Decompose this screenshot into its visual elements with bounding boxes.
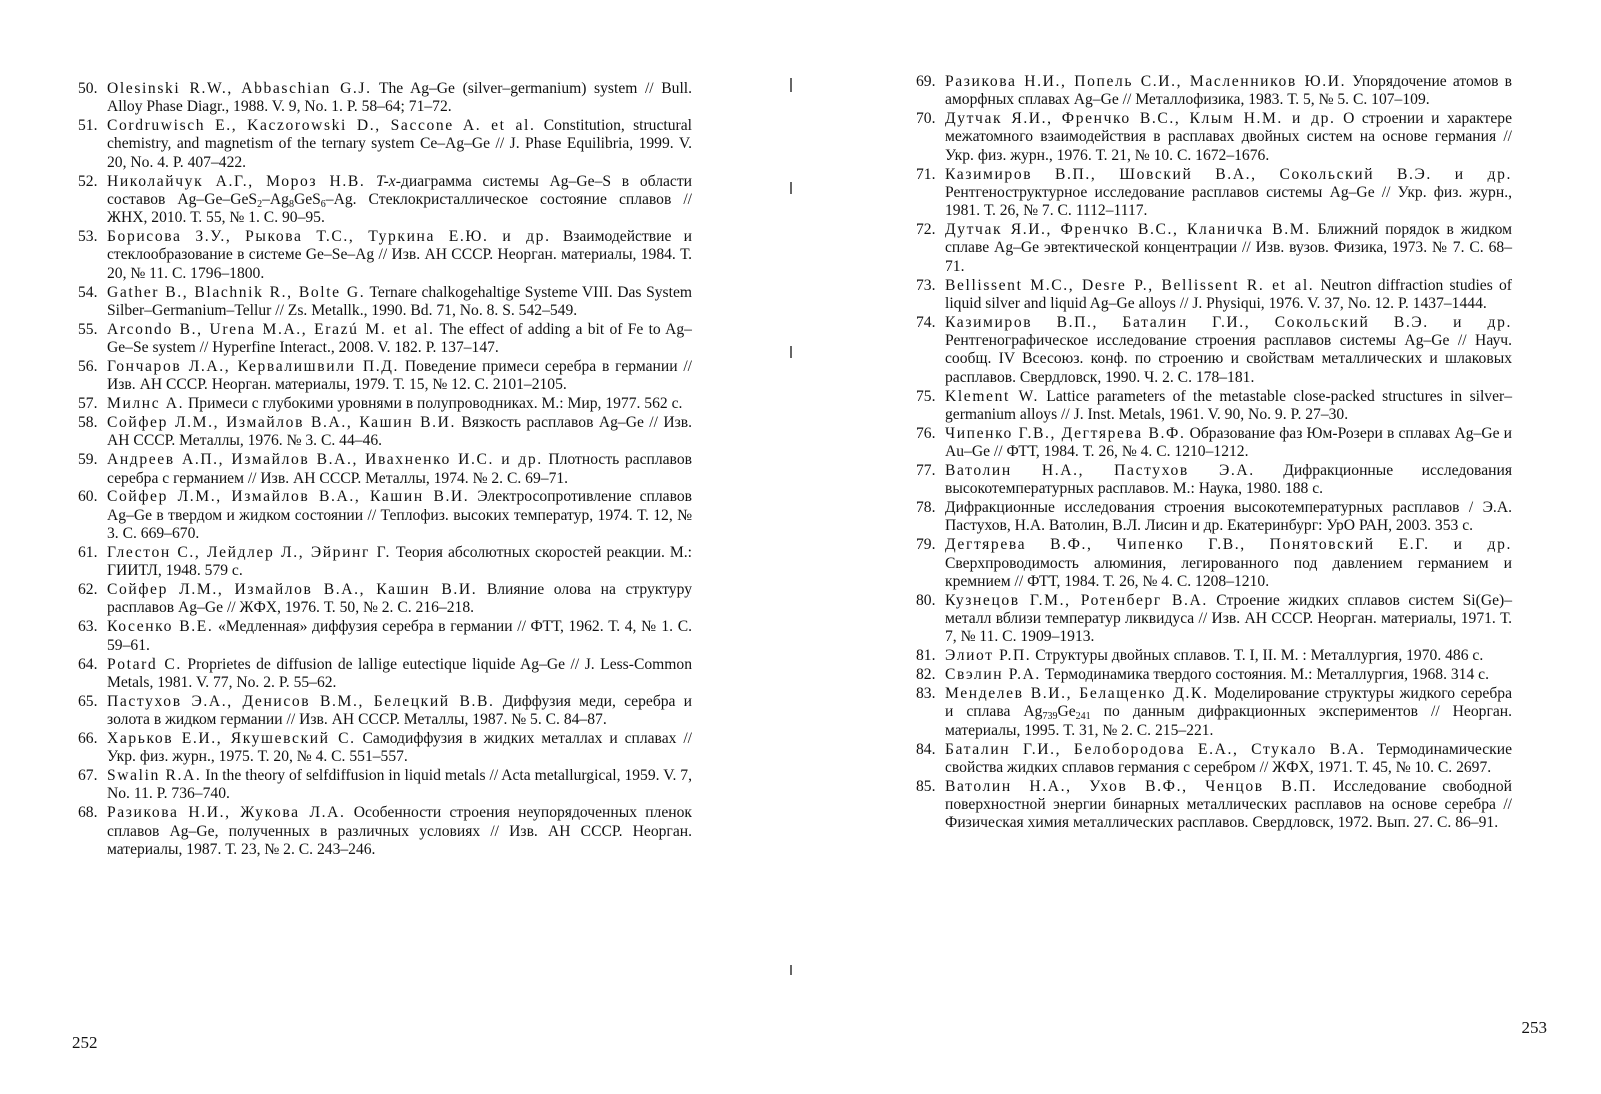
reference-entry: [78, 414, 692, 451]
reference-details: О строении и характере межатомного взаимодействия в расплавах двойных систем на основе германия // Укр. физ. журн., 1976. Т. 21, № 10. С. 1672–1676.: [945, 110, 1512, 164]
reference-entry: [78, 488, 692, 543]
reference-details: Термодинамические свойства жидких сплавов германия с серебром // ЖФХ, 1971. Т. 45, № 10. С. 2697.: [945, 740, 1512, 776]
reference-details: T-x-диаграмма системы Ag–Ge–S в области составов $Ag-Ge-GeS_2-Ag_8GeS_6-Ag$. Стеклокристаллическое состояние сплавов // ЖНХ, 2010. Т. 55, № 1. С. 90–95.: [107, 172, 693, 227]
reference-entry: [916, 221, 1512, 276]
reference-text: [107, 284, 692, 321]
reference-details: Строение жидких сплавов систем Si(Ge)–металл вблизи температур ликвидуса // Изв. АН СССР. Неорган. материалы, 1971. Т. 7, № 11. С. 1909–1913.: [945, 591, 1512, 646]
reference-number: 71.: [916, 165, 936, 183]
reference-entry: [78, 581, 692, 618]
reference-authors: Cordruwisch E., Kaczorowski D., Saccone A. et al.: [107, 117, 536, 135]
reference-text: [107, 804, 692, 859]
reference-number: 82.: [916, 666, 936, 684]
reference-details: Электросопротивление сплавов Ag–Ge в твердом и жидком состоянии // Теплофиз. высоких температур, 1974. Т. 12, № 3. С. 669–670.: [107, 488, 692, 543]
reference-details: Вязкость расплавов Ag–Ge // Изв. АН СССР. Металлы, 1976. № 3. С. 44–46.: [107, 414, 692, 450]
reference-entry: [78, 618, 692, 655]
reference-number: 78.: [916, 499, 936, 517]
reference-number: 63.: [78, 618, 98, 636]
reference-text: [945, 166, 1512, 221]
reference-text: [107, 395, 692, 413]
reference-number: 76.: [916, 424, 936, 442]
reference-details: Взаимодействие и стеклообразование в системе Ge–Se–Ag // Изв. АН СССР. Неорган. материалы, 1984. Т. 20, № 11. С. 1796–1800.: [107, 228, 692, 282]
reference-details: Примеси с глубокими уровнями в полупроводниках. М.: Мир, 1977. 562 с.: [188, 395, 683, 413]
reference-text: [945, 778, 1512, 833]
reference-text: [945, 499, 1512, 536]
reference-authors: Менделев В.И., Белащенко Д.К.: [945, 685, 1209, 703]
right-page: [800, 0, 1601, 1094]
reference-authors: Klement W.: [945, 387, 1039, 405]
reference-authors: Дутчак Я.И., Френчко В.С., Кланичка В.М.: [945, 221, 1311, 239]
reference-entry: [916, 277, 1512, 314]
binding-mark: [790, 346, 792, 358]
reference-authors: Olesinski R.W., Abbaschian G.J.: [107, 80, 372, 97]
reference-number: 62.: [78, 581, 98, 599]
reference-details: Структуры двойных сплавов. Т. I, II. М. : Металлургия, 1970. 486 с.: [1035, 647, 1484, 665]
reference-entry: [78, 117, 692, 172]
reference-authors: Свэлин Р.А.: [945, 666, 1041, 684]
reference-entry: [78, 284, 692, 321]
reference-number: 56.: [78, 358, 98, 376]
reference-details: Constitution, structural chemistry, and magnetism of the ternary system Ce–Ag–Ge // J. Phase Equilibria, 1999. V. 20, No. 4. P. 407–422.: [107, 117, 692, 171]
reference-entry: [78, 80, 692, 117]
reference-entry: [78, 321, 692, 358]
reference-entry: [78, 730, 692, 767]
reference-details: Рентгеноструктурное исследование расплавов системы Ag–Ge // Укр. физ. журн., 1981. Т. 26, № 7. С. 1112–1117.: [945, 183, 1512, 220]
reference-number: 72.: [916, 221, 936, 239]
reference-text: [107, 80, 692, 117]
reference-details: Neutron diffraction studies of liquid silver and liquid Ag–Ge alloys // J. Physiqui, 1976. V. 37, No. 12. P. 1437–1444.: [945, 276, 1512, 312]
reference-details: Влияние олова на структуру расплавов Ag–Ge // ЖФХ, 1976. Т. 50, № 2. С. 216–218.: [107, 581, 692, 617]
reference-authors: Ватолин Н.А., Ухов В.Ф., Ченцов В.П.: [945, 777, 1318, 795]
reference-text: [945, 666, 1512, 684]
reference-details: Теория абсолютных скоростей реакции. М.: ГИИТЛ, 1948. 579 с.: [107, 543, 692, 580]
reference-number: 61.: [78, 543, 98, 561]
reference-entry: [916, 314, 1512, 387]
reference-text: [945, 647, 1512, 665]
reference-text: [107, 228, 692, 283]
reference-authors: Борисова З.У., Рыкова Т.С., Туркина Е.Ю. и др.: [107, 228, 551, 246]
reference-entry: [78, 173, 692, 228]
reference-number: 77.: [916, 461, 936, 479]
reference-text: [945, 592, 1512, 647]
reference-number: 85.: [916, 777, 936, 795]
reference-authors: Сойфер Л.М., Измайлов В.А., Кашин В.И.: [107, 488, 470, 506]
reference-details: Моделирование структуры жидкого серебра и сплава $Ag_{739}Ge_{241}$ по данным дифракционных экспериментов // Неорган. материалы, 1995. Т. 31, № 2. С. 215–221.: [945, 685, 1513, 739]
reference-authors: Swalin R.A.: [107, 767, 202, 785]
reference-entry: [78, 451, 692, 488]
reference-entry: [78, 544, 692, 581]
reference-details: Дифракционные исследования высокотемпературных расплавов. М.: Наука, 1980. 188 с.: [945, 461, 1513, 498]
reference-text: [107, 544, 692, 581]
reference-authors: Кузнецов Г.М., Ротенберг В.А.: [945, 591, 1208, 609]
reference-entry: [78, 358, 692, 395]
reference-details: Lattice parameters of the metastable close-packed structures in silver–germanium alloys // J. Inst. Metals, 1961. V. 90, No. 9. P. 27–30.: [945, 387, 1513, 423]
reference-entry: [916, 462, 1512, 499]
reference-number: 57.: [78, 395, 98, 413]
reference-number: 54.: [78, 283, 98, 301]
reference-entry: [78, 767, 692, 804]
reference-authors: Bellissent M.C., Desre P., Bellissent R. et al.: [945, 276, 1315, 294]
reference-authors: Николайчук А.Г., Мороз Н.В.: [107, 172, 366, 190]
reference-authors: Казимиров В.П., Баталин Г.И., Сокольский В.Э. и др.: [945, 313, 1512, 331]
binding-mark: [790, 965, 792, 975]
reference-text: [107, 618, 692, 655]
reference-number: 74.: [916, 313, 936, 331]
reference-entry: [916, 499, 1512, 536]
reference-text: [945, 73, 1512, 110]
reference-number: 66.: [78, 729, 98, 747]
reference-text: [945, 388, 1512, 425]
reference-text: [945, 221, 1512, 276]
reference-authors: Андреев А.П., Измайлов В.А., Ивахненко И.С. и др.: [107, 451, 543, 469]
reference-authors: Arcondo B., Urena M.A., Erazú M. et al.: [107, 320, 435, 338]
reference-entry: [78, 228, 692, 283]
reference-number: 60.: [78, 488, 98, 506]
reference-authors: Дутчак Я.И., Френчко В.С., Клым Н.М. и др.: [945, 110, 1336, 128]
reference-list: [78, 80, 692, 860]
reference-authors: Гончаров Л.А., Кервалишвили П.Д.: [107, 358, 400, 376]
reference-entry: [916, 647, 1512, 665]
reference-details: Ternare chalkogehaltige Systeme VIII. Das System Silber–Germanium–Tellur // Zs. Metallk., 1990. Bd. 71, No. 8. S. 542–549.: [107, 283, 692, 319]
reference-details: «Медленная» диффузия серебра в германии // ФТТ, 1962. Т. 4, № 1. С. 59–61.: [107, 618, 693, 654]
reference-entry: [916, 166, 1512, 221]
binding-mark: [790, 182, 792, 194]
reference-authors: Косенко В.Е.: [107, 618, 214, 636]
reference-authors: Разикова Н.И., Попель С.И., Масленников Ю.И.: [945, 73, 1347, 90]
reference-number: 79.: [916, 536, 936, 554]
reference-details: Образование фаз Юм-Розери в сплавах Ag–Ge и Au–Ge // ФТТ, 1984. Т. 26, № 4. С. 1210–1212.: [945, 424, 1512, 461]
page-number: 252: [72, 1033, 98, 1052]
reference-entry: [916, 741, 1512, 778]
reference-authors: Милнс А.: [107, 395, 185, 413]
reference-details: Диффузия меди, серебра и золота в жидком германии // Изв. АН СССР. Металлы, 1987. № 5. С. 84–87.: [107, 692, 693, 728]
reference-authors: Казимиров В.П., Шовский В.А., Сокольский В.Э. и др.: [945, 165, 1512, 183]
reference-number: 67.: [78, 767, 98, 785]
reference-text: [107, 656, 692, 693]
reference-authors: Разикова Н.И., Жукова Л.А.: [107, 804, 346, 822]
reference-details: In the theory of selfdiffusion in liquid metals // Acta metallurgical, 1959. V. 7, No. 11. P. 736–740.: [107, 767, 692, 803]
reference-details: The effect of adding a bit of Fe to Ag–Ge–Se system // Hyperfine Interact., 2008. V. 182. P. 137–147.: [107, 320, 692, 357]
reference-details: Упорядочение атомов в аморфных сплавах Ag–Ge // Металлофизика, 1983. Т. 5, № 5. С. 107–109.: [945, 73, 1512, 109]
reference-number: 65.: [78, 692, 98, 710]
reference-number: 69.: [916, 73, 936, 90]
page-number: 253: [1521, 1018, 1547, 1037]
reference-number: 81.: [916, 647, 936, 665]
reference-number: 59.: [78, 451, 98, 469]
reference-text: [945, 110, 1512, 165]
reference-details: Плотность расплавов серебра с германием // Изв. АН СССР. Металлы, 1974. № 2. С. 69–71.: [107, 451, 692, 487]
reference-authors: Пастухов Э.А., Денисов В.М., Белецкий В.В.: [107, 692, 495, 710]
reference-details: Сверхпроводимость алюминия, легированного под давлением германием и кремнием // ФТТ, 1984. Т. 26, № 4. С. 1208–1210.: [945, 554, 1512, 590]
reference-text: [945, 314, 1512, 387]
reference-entry: [916, 685, 1512, 740]
reference-entry: [916, 73, 1512, 110]
reference-number: 51.: [78, 117, 98, 135]
reference-text: [107, 117, 692, 172]
reference-authors: Харьков Е.И., Якушевский С.: [107, 729, 356, 747]
reference-entry: [916, 110, 1512, 165]
reference-number: 70.: [916, 110, 936, 128]
reference-entry: [916, 425, 1512, 462]
reference-details: Поведение примеси серебра в германии // Изв. АН СССР. Неорган. материалы, 1979. Т. 15, № 12. С. 2101–2105.: [107, 358, 693, 394]
reference-details: The Ag–Ge (silver–germanium) system // Bull. Alloy Phase Diagr., 1988. V. 9, No. 1. P. 58–64; 71–72.: [107, 80, 693, 116]
left-page: [0, 0, 800, 1094]
reference-details: Особенности строения неупорядоченных пленок сплавов Ag–Ge, полученных в различных условиях // Изв. АН СССР. Неорган. материалы, 1987. Т. 23, № 2. С. 243–246.: [107, 804, 692, 858]
reference-text: [107, 451, 692, 488]
reference-entry: [78, 656, 692, 693]
reference-number: 52.: [78, 172, 98, 190]
reference-text: [107, 488, 692, 543]
reference-details: Дифракционные исследования строения высокотемпературных расплавов / Э.А. Пастухов, Н.А. Ватолин, В.Л. Лисин и др. Екатеринбург: УрО РАН, 2003. 353 с.: [945, 499, 1512, 535]
reference-entry: [916, 536, 1512, 591]
reference-text: [945, 536, 1512, 591]
reference-number: 75.: [916, 387, 936, 405]
reference-details: Исследование свободной поверхностной энергии бинарных металлических расплавов на основе серебра // Физическая химия металлических расплавов. Свердловск, 1972. Вып. 27. С. 86–91.: [945, 777, 1512, 832]
reference-authors: Чипенко Г.В., Дегтярева В.Ф.: [945, 424, 1186, 442]
reference-text: [107, 358, 692, 395]
reference-number: 83.: [916, 685, 936, 703]
reference-details: Самодиффузия в жидких металлах и сплавах // Укр. физ. журн., 1975. Т. 20, № 4. С. 551–557.: [107, 729, 692, 766]
reference-text: [107, 730, 692, 767]
reference-authors: Gather B., Blachnik R., Bolte G.: [107, 283, 366, 301]
reference-text: [107, 173, 692, 228]
reference-number: 68.: [78, 804, 98, 822]
reference-authors: Дегтярева В.Ф., Чипенко Г.В., Понятовский Е.Г. и др.: [945, 536, 1512, 554]
reference-authors: Сойфер Л.М., Измайлов В.А., Кашин В.И.: [107, 414, 457, 432]
reference-text: [945, 425, 1512, 462]
reference-authors: Баталин Г.И., Белобородова Е.А., Стукало В.А.: [945, 740, 1366, 758]
reference-number: 50.: [78, 80, 98, 97]
reference-list: [916, 73, 1512, 833]
reference-authors: Potard C.: [107, 655, 182, 673]
reference-text: [945, 685, 1512, 740]
reference-number: 64.: [78, 655, 98, 673]
reference-text: [107, 581, 692, 618]
reference-details: Ближний порядок в жидком сплаве Ag–Ge эвтектической концентрации // Изв. вузов. Физика, 1973. № 7. С. 68–71.: [945, 221, 1512, 275]
reference-text: [107, 414, 692, 451]
reference-details: Термодинамика твердого состояния. М.: Металлургия, 1968. 314 с.: [1044, 666, 1489, 684]
reference-entry: [916, 388, 1512, 425]
reference-text: [107, 693, 692, 730]
reference-entry: [916, 666, 1512, 684]
reference-text: [107, 767, 692, 804]
reference-number: 58.: [78, 414, 98, 432]
reference-number: 53.: [78, 228, 98, 246]
reference-number: 73.: [916, 276, 936, 294]
reference-text: [945, 462, 1512, 499]
reference-entry: [916, 592, 1512, 647]
reference-details: Рентгенографическое исследование строения расплавов системы Ag–Ge // Науч. сообщ. IV Всесоюз. конф. по строению и свойствам металлических и шлаковых расплавов. Свердловск, 1990. Ч. 2. С. 178–181.: [945, 332, 1512, 386]
reference-details: Proprietes de diffusion de lallige eutectique liquide Ag–Ge // J. Less-Common Metals, 1981. V. 77, No. 2. P. 55–62.: [107, 655, 692, 691]
reference-entry: [78, 395, 692, 413]
reference-authors: Глестон С., Лейдлер Л., Эйринг Г.: [107, 543, 391, 561]
reference-number: 55.: [78, 320, 98, 338]
reference-authors: Элиот Р.П.: [945, 647, 1032, 665]
reference-text: [945, 277, 1512, 314]
reference-entry: [78, 693, 692, 730]
binding-mark: [790, 78, 792, 92]
reference-authors: Ватолин Н.А., Пастухов Э.А.: [945, 461, 1255, 479]
reference-entry: [78, 804, 692, 859]
reference-number: 84.: [916, 740, 936, 758]
reference-authors: Сойфер Л.М., Измайлов В.А., Кашин В.И.: [107, 581, 478, 599]
reference-text: [107, 321, 692, 358]
reference-number: 80.: [916, 591, 936, 609]
reference-text: [945, 741, 1512, 778]
reference-entry: [916, 778, 1512, 833]
